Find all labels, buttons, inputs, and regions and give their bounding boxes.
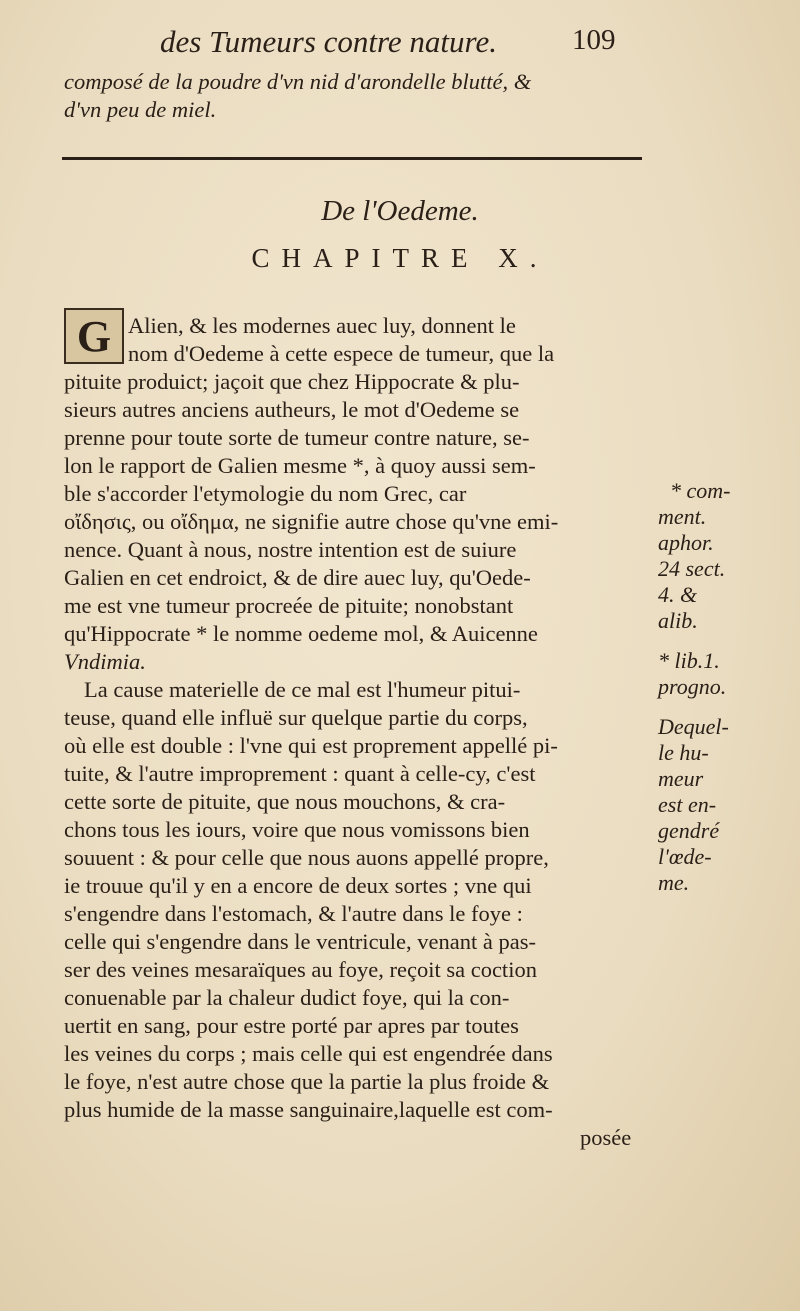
body-line: pituite produict; jaçoit que chez Hippocrate & plu- <box>64 369 520 394</box>
chapter-heading: CHAPITRE X. <box>251 243 549 273</box>
margin-note: 24 sect. <box>658 556 726 581</box>
body-line: ser des veines mesaraïques au foye, reçoit sa coction <box>64 957 537 982</box>
body-line: ble s'accorder l'etymologie du nom Grec, car <box>64 481 467 506</box>
margin-note: est en- <box>658 792 717 817</box>
body-line: souuent : & pour celle que nous auons appellé propre, <box>64 845 549 870</box>
margin-note: le hu- <box>658 740 709 765</box>
body-line: lon le rapport de Galien mesme *, à quoy aussi sem- <box>64 453 536 478</box>
body-line: chons tous les iours, voire que nous vomissons bien <box>64 817 530 842</box>
margin-note: progno. <box>658 674 727 699</box>
margin-note: * lib.1. <box>658 648 720 673</box>
body-line: nom d'Oedeme à cette espece de tumeur, que la <box>128 341 555 366</box>
body-line: le foye, n'est autre chose que la partie la plus froide & <box>64 1069 550 1094</box>
body-line: sieurs autres anciens autheurs, le mot d'Oedeme se <box>64 397 520 422</box>
body-line: s'engendre dans l'estomach, & l'autre dans le foye : <box>64 901 523 926</box>
body-line: Alien, & les modernes auec luy, donnent le <box>128 313 516 338</box>
margin-note: l'œde- <box>658 844 712 869</box>
margin-note: aphor. <box>658 530 714 555</box>
body-line: Galien en cet endroict, & de dire auec luy, qu'Oede- <box>64 565 531 590</box>
body-line: uertit en sang, pour estre porté par apres par toutes <box>64 1013 519 1038</box>
body-line: teuse, quand elle influë sur quelque partie du corps, <box>64 705 528 730</box>
body-line: plus humide de la masse sanguinaire,laquelle est com- <box>64 1097 553 1122</box>
body-line: où elle est double : l'vne qui est proprement appellé pi- <box>64 733 558 758</box>
body-line: nence. Quant à nous, nostre intention est de suiure <box>64 537 517 562</box>
margin-note: Dequel- <box>658 714 729 739</box>
margin-note: alib. <box>658 608 698 633</box>
body-line: La cause materielle de ce mal est l'humeur pitui- <box>84 677 521 702</box>
drop-cap: G <box>64 308 124 364</box>
intro-line: composé de la poudre d'vn nid d'arondelle blutté, & <box>64 69 532 94</box>
horizontal-rule <box>62 157 642 160</box>
catchword: posée <box>580 1125 632 1150</box>
body-line: conuenable par la chaleur dudict foye, qui la con- <box>64 985 510 1010</box>
page-number: 109 <box>572 24 616 56</box>
margin-note: me. <box>658 870 690 895</box>
body-line: les veines du corps ; mais celle qui est engendrée dans <box>64 1041 553 1066</box>
body-line: tuite, & l'autre improprement : quant à celle-cy, c'est <box>64 761 536 786</box>
running-title: des Tumeurs contre nature. <box>160 24 497 59</box>
body-line: ie trouue qu'il y en a encore de deux sortes ; vne qui <box>64 873 532 898</box>
body-line: qu'Hippocrate * le nomme oedeme mol, & Auicenne <box>64 621 538 646</box>
margin-note: meur <box>658 766 704 791</box>
intro-line: d'vn peu de miel. <box>64 97 217 122</box>
margin-note: gendré <box>658 818 720 843</box>
section-title: De l'Oedeme. <box>321 195 479 227</box>
body-line: me est vne tumeur procreée de pituite; nonobstant <box>64 593 514 618</box>
margin-note: * com- <box>670 478 731 503</box>
margin-note: ment. <box>658 504 707 529</box>
margin-note: 4. & <box>658 582 698 607</box>
body-line: celle qui s'engendre dans le ventricule, venant à pas- <box>64 929 536 954</box>
body-line: Vndimia. <box>64 649 146 674</box>
body-line: cette sorte de pituite, que nous mouchons, & cra- <box>64 789 506 814</box>
body-line: οἴδησις, ou οἴδημα, ne signifie autre chose qu'vne emi- <box>64 509 559 534</box>
body-line: prenne pour toute sorte de tumeur contre nature, se- <box>64 425 530 450</box>
